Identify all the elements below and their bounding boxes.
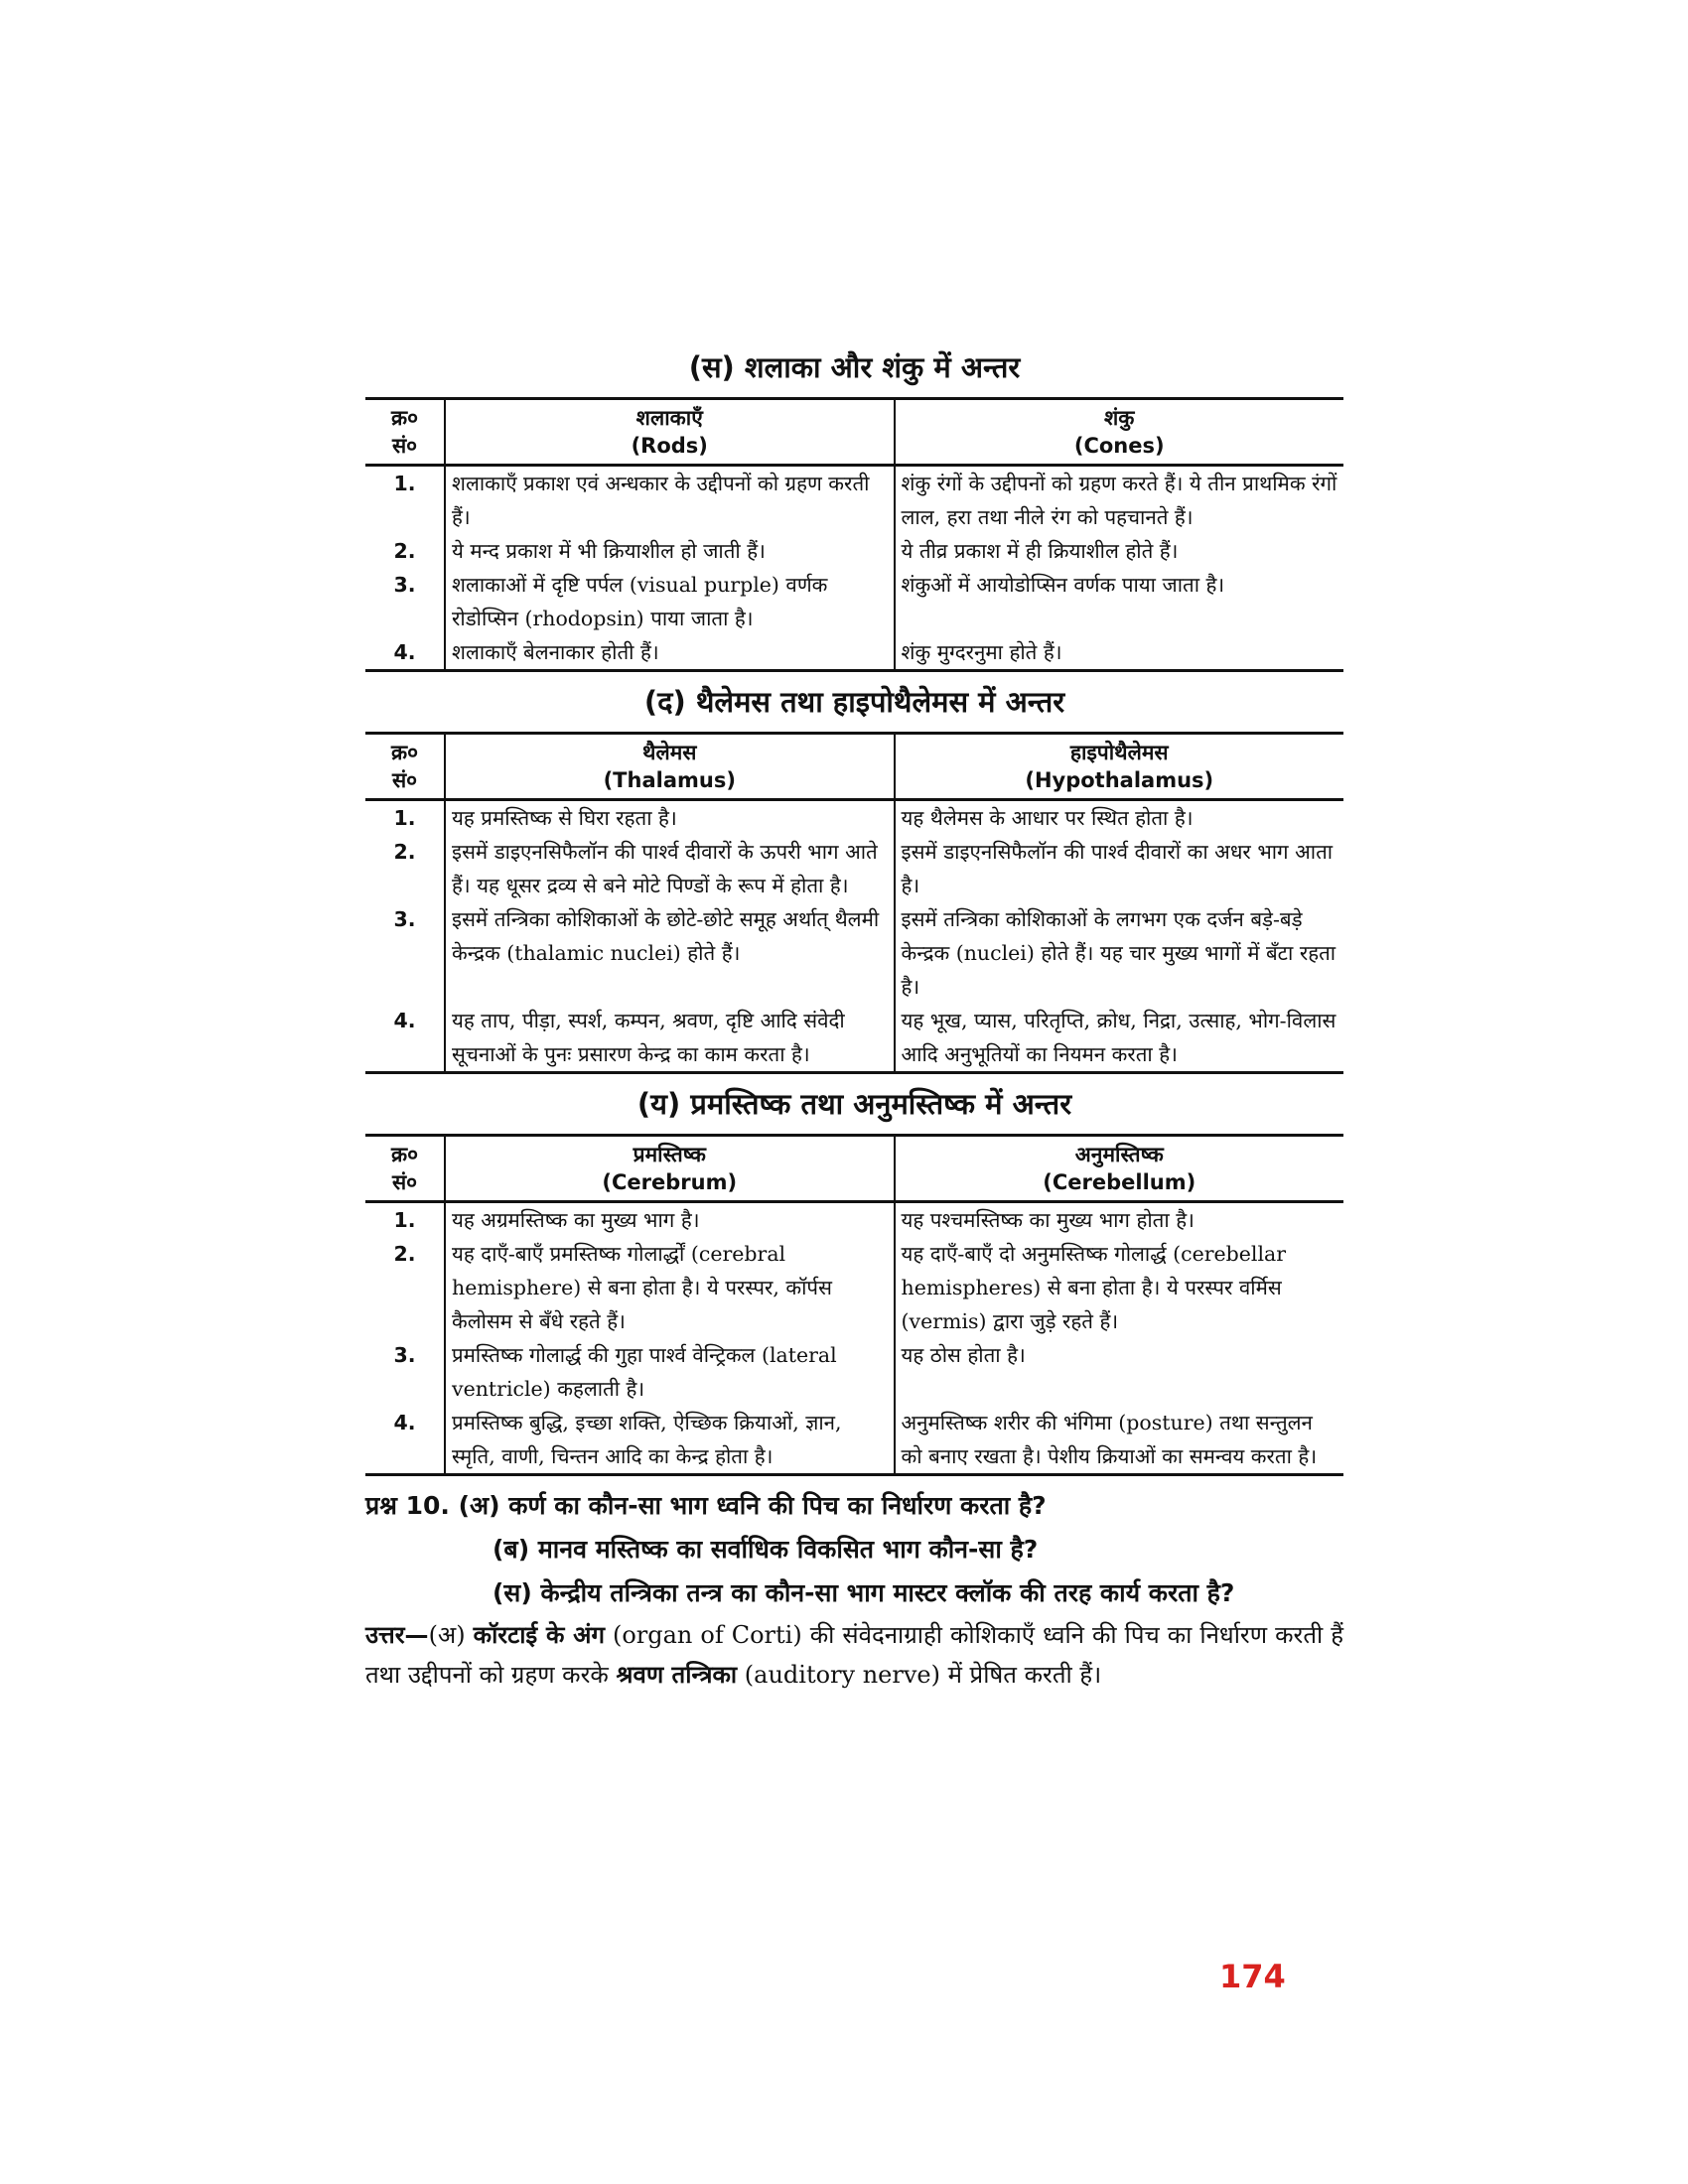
section-s-title: (स) शलाका और शंकु में अन्तर bbox=[688, 350, 1021, 384]
thalamus-header: थैलेमस (Thalamus) bbox=[445, 734, 895, 800]
table-row: 3. शलाकाओं में दृष्टि पर्पल (visual purple) वर्णक रोडोप्सिन (rhodopsin) पाया जाता है। शंकुओं में आयोडोप्सिन वर्णक पाया जाता है। bbox=[365, 568, 1343, 635]
table-row: 2. यह दाएँ-बाएँ प्रमस्तिष्क गोलार्द्धों (cerebral hemisphere) से बना होता है। ये परस्पर, कॉर्पस कैलोसम से बँधे रहते हैं। यह दाएँ-बाएँ दो अनुमस्तिष्क गोलार्द्ध (cerebellar hemispheres) से बना होता है। ये परस्पर वर्मिस (vermis) द्वारा जुड़े रहते हैं। bbox=[365, 1237, 1343, 1338]
serial-header: क्र० सं० bbox=[365, 399, 445, 466]
thalamus-table bbox=[365, 732, 1343, 1074]
serial-header: क्र० सं० bbox=[365, 734, 445, 800]
cones-header: शंकु (Cones) bbox=[895, 399, 1344, 466]
table-row: 4. प्रमस्तिष्क बुद्धि, इच्छा शक्ति, ऐच्छिक क्रियाओं, ज्ञान, स्मृति, वाणी, चिन्तन आदि का केन्द्र होता है। अनुमस्तिष्क शरीर की भंगिमा (posture) तथा सन्तुलन को बनाए रखता है। पेशीय क्रियाओं का समन्वय करता है। bbox=[365, 1406, 1343, 1475]
question-block bbox=[365, 1484, 1343, 1615]
rods-cones-table bbox=[365, 397, 1343, 672]
rods-header: शलाकाएँ (Rods) bbox=[445, 399, 895, 466]
cerebellum-header: अनुमस्तिष्क (Cerebellum) bbox=[895, 1136, 1344, 1202]
question-line-b: (ब) मानव मस्तिष्क का सर्वाधिक विकसित भाग कौन-सा है? bbox=[492, 1535, 1039, 1564]
table-row: 1. यह प्रमस्तिष्क से घिरा रहता है। यह थैलेमस के आधार पर स्थित होता है। bbox=[365, 800, 1343, 836]
answer-paragraph: उत्तर—(अ) कॉरटाई के अंग (organ of Corti) की संवेदनाग्राही कोशिकाएँ ध्वनि की पिच का निर्धारण करती हैं तथा उद्दीपनों को ग्रहण करके श्रवण तन्त्रिका (auditory nerve) में प्रेषित करती हैं। bbox=[365, 1621, 1343, 1689]
table-row: 1. शलाकाएँ प्रकाश एवं अन्धकार के उद्दीपनों को ग्रहण करती हैं। शंकु रंगों के उद्दीपनों को ग्रहण करते हैं। ये तीन प्राथमिक रंगों लाल, हरा तथा नीले रंग को पहचानते हैं। bbox=[365, 466, 1343, 535]
table-row: 3. प्रमस्तिष्क गोलार्द्ध की गुहा पार्श्व वेन्ट्रिकल (lateral ventricle) कहलाती है। यह ठोस होता है। bbox=[365, 1338, 1343, 1406]
page-content bbox=[365, 338, 1343, 1695]
cerebrum-header: प्रमस्तिष्क (Cerebrum) bbox=[445, 1136, 895, 1202]
table-header bbox=[365, 399, 1343, 466]
table-header bbox=[365, 734, 1343, 800]
section-d-title: (द) थैलेमस तथा हाइपोथैलेमस में अन्तर bbox=[643, 685, 1065, 719]
table-row: 4. यह ताप, पीड़ा, स्पर्श, कम्पन, श्रवण, दृष्टि आदि संवेदी सूचनाओं के पुनः प्रसारण केन्द्र का काम करता है। यह भूख, प्यास, परितृप्ति, क्रोध, निद्रा, उत्साह, भोग-विलास आदि अनुभूतियों का नियमन करता है। bbox=[365, 1004, 1343, 1073]
table-header bbox=[365, 1136, 1343, 1202]
table-row: 2. इसमें डाइएनसिफैलॉन की पार्श्व दीवारों के ऊपरी भाग आते हैं। यह धूसर द्रव्य से बने मोटे पिण्डों के रूप में होता है। इसमें डाइएनसिफैलॉन की पार्श्व दीवारों का अधर भाग आता है। bbox=[365, 835, 1343, 902]
question-label: प्रश्न 10. bbox=[365, 1491, 450, 1520]
table-row: 3. इसमें तन्त्रिका कोशिकाओं के छोटे-छोटे समूह अर्थात् थैलमी केन्द्रक (thalamic nuclei) होते हैं। इसमें तन्त्रिका कोशिकाओं के लगभग एक दर्जन बड़े-बड़े केन्द्रक (nuclei) होते हैं। यह चार मुख्य भागों में बँटा रहता है। bbox=[365, 902, 1343, 1004]
cerebrum-table bbox=[365, 1134, 1343, 1476]
table-row: 4. शलाकाएँ बेलनाकार होती हैं। शंकु मुग्दरनुमा होते हैं। bbox=[365, 635, 1343, 671]
question-line-a: प्रश्न 10. (अ) कर्ण का कौन-सा भाग ध्वनि की पिच का निर्धारण करता है? bbox=[365, 1491, 1047, 1520]
serial-header: क्र० सं० bbox=[365, 1136, 445, 1202]
table-row: 2. ये मन्द प्रकाश में भी क्रियाशील हो जाती हैं। ये तीव्र प्रकाश में ही क्रियाशील होते हैं। bbox=[365, 534, 1343, 568]
page-number: 174 bbox=[1219, 1958, 1286, 1995]
section-y-title: (य) प्रमस्तिष्क तथा अनुमस्तिष्क में अन्तर bbox=[636, 1087, 1072, 1121]
question-line-c: (स) केन्द्रीय तन्त्रिका तन्त्र का कौन-सा भाग मास्टर क्लॉक की तरह कार्य करता है? bbox=[492, 1578, 1235, 1607]
answer-label: उत्तर— bbox=[365, 1621, 429, 1649]
table-row: 1. यह अग्रमस्तिष्क का मुख्य भाग है। यह पश्चमस्तिष्क का मुख्य भाग होता है। bbox=[365, 1202, 1343, 1238]
hypothalamus-header: हाइपोथैलेमस (Hypothalamus) bbox=[895, 734, 1344, 800]
